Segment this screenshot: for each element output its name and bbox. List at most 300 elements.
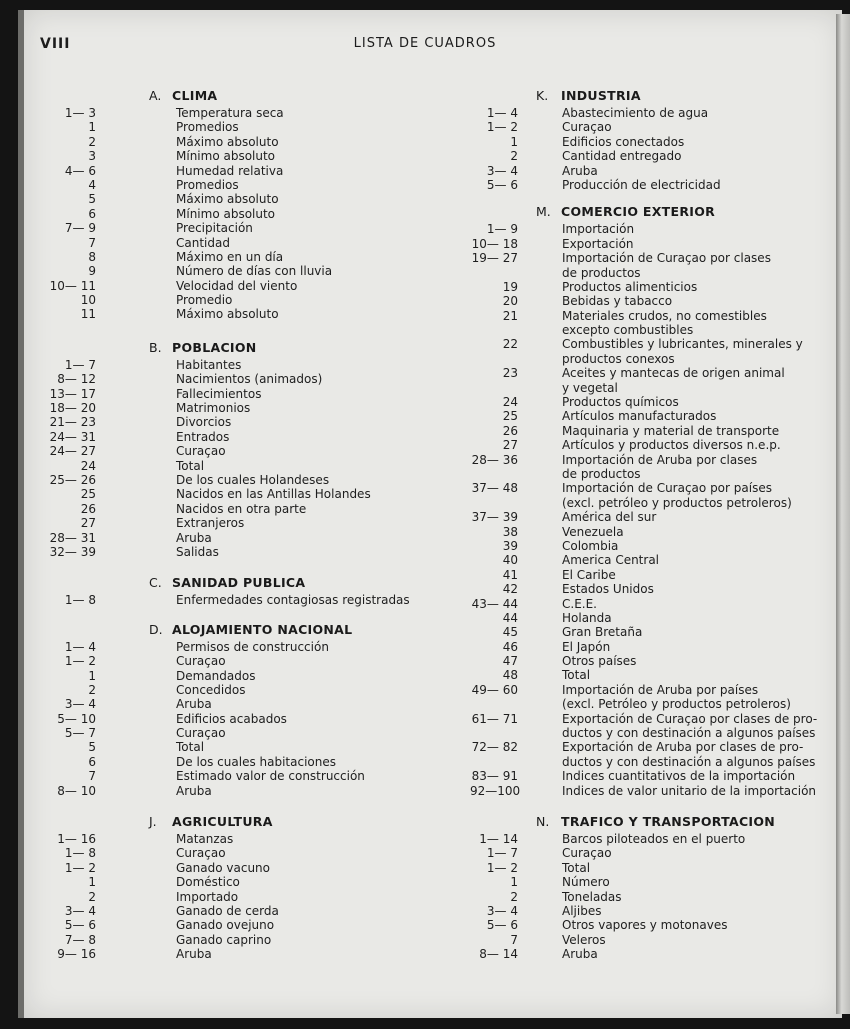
page-edge xyxy=(836,14,850,1014)
section-title: INDUSTRIA xyxy=(561,88,641,103)
section-letter: B. xyxy=(149,339,162,355)
table-label: Importación de Aruba por países xyxy=(562,682,759,697)
table-range: 24— 31 xyxy=(49,429,96,444)
section-gap xyxy=(40,608,400,620)
table-range: 1— 2 xyxy=(486,120,518,135)
table-label: Importación de Aruba por clases xyxy=(562,452,758,467)
table-label: Combustibles y lubricantes, minerales y xyxy=(562,337,803,352)
table-range: 8— 14 xyxy=(479,947,518,962)
table-label: Curaçao xyxy=(562,846,612,861)
table-entry xyxy=(40,192,400,206)
section-gap xyxy=(470,798,820,812)
section-clima xyxy=(40,86,400,322)
table-entry xyxy=(40,933,400,947)
section-title: ALOJAMIENTO NACIONAL xyxy=(172,621,353,637)
table-label: Edificios conectados xyxy=(562,134,685,149)
table-label: Humedad relativa xyxy=(176,163,284,178)
table-entry xyxy=(470,755,820,769)
table-range: 8— 12 xyxy=(57,372,96,387)
table-label: Doméstico xyxy=(176,875,240,890)
table-range: 1 xyxy=(88,668,96,683)
table-entry xyxy=(40,293,400,307)
table-range: 1— 9 xyxy=(486,222,518,237)
table-entry xyxy=(470,510,820,524)
table-label: Veleros xyxy=(562,932,606,947)
table-entry xyxy=(470,875,820,889)
table-entry xyxy=(470,106,820,120)
table-label: Máximo absoluto xyxy=(176,192,279,207)
table-entry xyxy=(470,409,820,423)
table-range: 2 xyxy=(88,134,96,149)
table-label: C.E.E. xyxy=(562,596,597,611)
table-range: 4— 6 xyxy=(64,163,96,178)
table-label: Abastecimiento de agua xyxy=(562,106,709,120)
table-range: 47 xyxy=(502,654,518,669)
page-header xyxy=(0,36,850,56)
table-range: 28— 36 xyxy=(471,452,518,467)
table-label: Demandados xyxy=(176,668,256,683)
table-entry xyxy=(470,890,820,904)
table-label: Nacidos en otra parte xyxy=(176,501,307,516)
table-range: 1 xyxy=(510,134,518,149)
table-label: Número de días con lluvia xyxy=(176,264,333,279)
table-entry xyxy=(470,683,820,697)
table-label: ductos y con destinación a algunos países xyxy=(562,754,816,769)
table-range: 21— 23 xyxy=(49,415,96,430)
table-range: 22 xyxy=(502,337,518,352)
table-entry xyxy=(470,582,820,596)
table-range: 10 xyxy=(80,293,96,308)
table-range: 32— 39 xyxy=(49,544,96,559)
table-entry xyxy=(40,106,400,120)
section-agricultura xyxy=(40,812,400,962)
table-range: 42 xyxy=(502,582,518,597)
table-label: Cantidad xyxy=(176,235,230,250)
table-label: Salidas xyxy=(176,544,219,559)
table-entry xyxy=(470,947,820,961)
table-entry xyxy=(40,358,400,372)
table-entry xyxy=(40,264,400,278)
table-range: 83— 91 xyxy=(471,769,518,784)
table-entry xyxy=(40,918,400,932)
right-column xyxy=(470,86,820,961)
table-label: (excl. petróleo y productos petroleros) xyxy=(562,495,792,510)
table-entry xyxy=(40,387,400,401)
section-letter: C. xyxy=(149,575,162,591)
table-entry xyxy=(40,120,400,134)
page-title: LISTA DE CUADROS xyxy=(353,36,497,51)
table-range: 27 xyxy=(80,516,96,531)
section-heading xyxy=(40,812,400,832)
table-range: 25— 26 xyxy=(49,472,96,487)
table-range: 3 xyxy=(88,149,96,164)
table-entry xyxy=(40,164,400,178)
table-range: 5 xyxy=(88,192,96,207)
table-range: 1 xyxy=(510,875,518,890)
table-label: Venezuela xyxy=(562,524,624,539)
table-range: 2 xyxy=(510,889,518,904)
table-entry xyxy=(470,120,820,134)
table-range: 10— 11 xyxy=(49,278,96,293)
table-entry xyxy=(40,221,400,235)
table-range: 48 xyxy=(502,668,518,683)
section-heading xyxy=(40,86,400,106)
table-label: Curaçao xyxy=(176,726,226,741)
table-entry xyxy=(470,251,820,265)
table-entry xyxy=(40,875,400,889)
table-range: 24 xyxy=(80,458,96,473)
table-range: 7— 8 xyxy=(64,932,96,947)
table-label: Producción de electricidad xyxy=(562,177,721,192)
table-entry xyxy=(40,149,400,163)
table-entry xyxy=(40,207,400,221)
table-range: 25 xyxy=(80,487,96,502)
table-range: 19— 27 xyxy=(471,251,518,266)
table-range: 40 xyxy=(502,553,518,568)
section-letter: M. xyxy=(536,204,551,220)
table-entry xyxy=(40,236,400,250)
table-range: 1— 7 xyxy=(64,357,96,372)
table-range: 5 xyxy=(88,740,96,755)
table-label: Otros países xyxy=(562,654,637,669)
section-letter: J. xyxy=(149,814,157,830)
section-heading xyxy=(470,812,820,832)
table-label: Divorcios xyxy=(176,415,232,430)
table-entry xyxy=(470,654,820,668)
section-letter: K. xyxy=(536,88,549,103)
section-gap xyxy=(40,322,400,338)
table-label: Ganado de cerda xyxy=(176,903,279,918)
table-label: Indices cuantitativos de la importación xyxy=(562,769,796,784)
table-range: 41 xyxy=(502,567,518,582)
table-label: América del sur xyxy=(562,510,657,525)
table-range: 7 xyxy=(88,235,96,250)
table-range: 18— 20 xyxy=(49,401,96,416)
table-label: ductos y con destinación a algunos países xyxy=(562,726,816,741)
table-range: 1— 2 xyxy=(486,860,518,875)
table-entry xyxy=(470,323,820,337)
table-entry xyxy=(470,553,820,567)
table-range: 28— 31 xyxy=(49,530,96,545)
table-entry xyxy=(470,453,820,467)
table-label: Extranjeros xyxy=(176,516,245,531)
table-range: 5— 6 xyxy=(64,918,96,933)
table-range: 7 xyxy=(88,769,96,784)
table-range: 45 xyxy=(502,625,518,640)
section-gap xyxy=(40,559,400,573)
table-label: Permisos de construcción xyxy=(176,639,329,654)
table-label: (excl. Petróleo y productos petroleros) xyxy=(562,697,791,712)
table-label: Gran Bretaña xyxy=(562,625,643,640)
table-label: Estimado valor de construcción xyxy=(176,769,365,784)
table-label: Materiales crudos, no comestibles xyxy=(562,308,767,323)
table-entry xyxy=(40,430,400,444)
table-entry xyxy=(470,294,820,308)
table-entry xyxy=(40,769,400,783)
table-label: Artículos manufacturados xyxy=(562,409,717,424)
table-range: 10— 18 xyxy=(471,236,518,251)
table-entry xyxy=(470,309,820,323)
table-entry xyxy=(470,740,820,754)
table-entry xyxy=(470,280,820,294)
table-label: Productos alimenticios xyxy=(562,279,698,294)
table-entry xyxy=(40,401,400,415)
table-entry xyxy=(40,307,400,321)
table-label: Precipitación xyxy=(176,221,253,236)
section-sanidad-publica xyxy=(40,573,410,608)
section-heading xyxy=(40,573,400,593)
table-label: Indices de valor unitario de la importación xyxy=(562,783,817,798)
table-label: Cantidad entregado xyxy=(562,149,682,164)
table-label: El Caribe xyxy=(562,567,616,582)
table-range: 13— 17 xyxy=(49,386,96,401)
table-range: 26 xyxy=(502,423,518,438)
section-heading xyxy=(470,86,820,106)
section-heading xyxy=(40,620,400,640)
table-range: 20 xyxy=(502,294,518,309)
table-label: Importación de Curaçao por clases xyxy=(562,251,771,266)
table-range: 8 xyxy=(88,249,96,264)
table-label: Total xyxy=(562,668,591,683)
table-label: de productos xyxy=(562,466,641,481)
table-label: Aruba xyxy=(562,947,598,962)
section-trafico-y-transportacion xyxy=(470,812,820,962)
section-letter: N. xyxy=(536,813,550,829)
table-label: El Japón xyxy=(562,639,611,654)
table-label: Máximo absoluto xyxy=(176,134,279,149)
table-label: Estados Unidos xyxy=(562,582,654,597)
table-entry xyxy=(470,352,820,366)
table-entry xyxy=(470,525,820,539)
table-entry xyxy=(40,545,400,559)
table-label: de productos xyxy=(562,265,641,280)
table-label: Importado xyxy=(176,889,239,904)
table-label: Total xyxy=(176,458,205,473)
table-label: Entrados xyxy=(176,429,230,444)
table-entry xyxy=(470,726,820,740)
table-entry xyxy=(470,668,820,682)
table-label: Velocidad del viento xyxy=(176,278,298,293)
table-label: Máximo absoluto xyxy=(176,307,279,322)
table-range: 6 xyxy=(88,754,96,769)
table-label: Nacimientos (animados) xyxy=(176,372,323,387)
table-label: Curaçao xyxy=(176,654,226,669)
table-entry xyxy=(470,222,820,236)
table-range: 1— 4 xyxy=(64,639,96,654)
section-title: COMERCIO EXTERIOR xyxy=(561,204,716,220)
table-label: Colombia xyxy=(562,538,619,553)
table-range: 1— 3 xyxy=(64,106,96,120)
table-range: 4 xyxy=(88,177,96,192)
table-label: Exportación de Aruba por clases de pro- xyxy=(562,740,804,755)
table-entry xyxy=(40,502,400,516)
table-entry xyxy=(40,593,410,608)
table-range: 7— 9 xyxy=(64,221,96,236)
table-label: Promedios xyxy=(176,177,239,192)
table-entry xyxy=(470,135,820,149)
table-range: 3— 4 xyxy=(64,697,96,712)
table-label: America Central xyxy=(562,553,660,568)
table-label: Ganado caprino xyxy=(176,932,272,947)
table-label: Exportación de Curaçao por clases de pro- xyxy=(562,711,818,726)
section-comercio-exterior xyxy=(470,202,820,798)
table-range: 72— 82 xyxy=(471,740,518,755)
table-entry xyxy=(470,149,820,163)
table-entry xyxy=(470,164,820,178)
table-label: Matanzas xyxy=(176,832,234,847)
table-label: Mínimo absoluto xyxy=(176,149,276,164)
table-label: Ganado ovejuno xyxy=(176,918,275,933)
table-entry xyxy=(40,683,400,697)
table-label: De los cuales habitaciones xyxy=(176,754,337,769)
table-entry xyxy=(470,918,820,932)
table-label: Temperatura seca xyxy=(176,106,284,120)
table-entry xyxy=(470,178,820,192)
table-label: Máximo en un día xyxy=(176,249,284,264)
table-label: Aruba xyxy=(562,163,598,178)
table-label: Importación xyxy=(562,222,635,237)
table-label: y vegetal xyxy=(562,380,618,395)
table-range: 1— 16 xyxy=(57,832,96,847)
table-range: 49— 60 xyxy=(471,682,518,697)
table-range: 3— 4 xyxy=(486,903,518,918)
table-entry xyxy=(40,444,400,458)
table-range: 3— 4 xyxy=(486,163,518,178)
table-label: De los cuales Holandeses xyxy=(176,472,330,487)
left-column xyxy=(40,86,410,962)
section-heading xyxy=(470,202,820,222)
table-range: 2 xyxy=(88,682,96,697)
table-range: 26 xyxy=(80,501,96,516)
table-entry xyxy=(40,279,400,293)
table-entry xyxy=(40,712,400,726)
table-entry xyxy=(40,473,400,487)
table-range: 37— 39 xyxy=(471,510,518,525)
section-title: POBLACION xyxy=(172,339,257,355)
table-entry xyxy=(40,487,400,501)
table-label: Mínimo absoluto xyxy=(176,206,276,221)
table-entry xyxy=(470,611,820,625)
table-label: Matrimonios xyxy=(176,401,251,416)
table-range: 5— 10 xyxy=(57,711,96,726)
table-range: 1— 2 xyxy=(64,654,96,669)
table-range: 27 xyxy=(502,438,518,453)
section-title: SANIDAD PUBLICA xyxy=(172,575,306,591)
table-range: 5— 7 xyxy=(64,726,96,741)
table-label: Aruba xyxy=(176,947,212,962)
table-entry xyxy=(470,266,820,280)
table-entry xyxy=(470,467,820,481)
table-entry xyxy=(40,861,400,875)
table-entry xyxy=(40,755,400,769)
table-entry xyxy=(40,640,400,654)
section-title: AGRICULTURA xyxy=(172,814,273,830)
table-label: Maquinaria y material de transporte xyxy=(562,423,780,438)
table-label: Aceites y mantecas de origen animal xyxy=(562,366,785,381)
table-entry xyxy=(40,178,400,192)
table-range: 38 xyxy=(502,524,518,539)
table-label: Curaçao xyxy=(176,444,226,459)
table-entry xyxy=(40,654,400,668)
table-entry xyxy=(470,237,820,251)
table-range: 1— 2 xyxy=(64,860,96,875)
table-range: 37— 48 xyxy=(471,481,518,496)
table-range: 44 xyxy=(502,610,518,625)
table-entry xyxy=(470,769,820,783)
table-entry xyxy=(470,568,820,582)
table-label: Holanda xyxy=(562,610,612,625)
table-label: excepto combustibles xyxy=(562,323,694,338)
table-range: 39 xyxy=(502,538,518,553)
table-entry xyxy=(470,846,820,860)
table-range: 1 xyxy=(88,875,96,890)
section-title: TRAFICO Y TRANSPORTACION xyxy=(561,813,776,829)
table-label: Aruba xyxy=(176,697,212,712)
table-label: Aljibes xyxy=(562,903,602,918)
table-entry xyxy=(470,438,820,452)
table-range: 11 xyxy=(80,307,96,322)
table-label: Fallecimientos xyxy=(176,386,262,401)
table-range: 23 xyxy=(502,366,518,381)
table-label: Promedios xyxy=(176,120,239,135)
table-entry xyxy=(470,697,820,711)
table-range: 46 xyxy=(502,639,518,654)
table-label: Enfermedades contagiosas registradas xyxy=(176,593,410,608)
table-range: 21 xyxy=(502,308,518,323)
section-heading xyxy=(40,338,400,358)
table-entry xyxy=(470,784,820,798)
table-range: 24— 27 xyxy=(49,444,96,459)
table-entry xyxy=(40,250,400,264)
table-entry xyxy=(40,832,400,846)
table-entry xyxy=(40,516,400,530)
table-entry xyxy=(470,381,820,395)
table-label: Curaçao xyxy=(562,120,612,135)
table-range: 8— 10 xyxy=(57,783,96,798)
table-range: 3— 4 xyxy=(64,903,96,918)
table-entry xyxy=(40,947,400,961)
table-entry xyxy=(470,933,820,947)
table-range: 1— 7 xyxy=(486,846,518,861)
table-label: Nacidos en las Antillas Holandes xyxy=(176,487,371,502)
table-range: 5— 6 xyxy=(486,918,518,933)
table-range: 9— 16 xyxy=(57,947,96,962)
table-label: Edificios acabados xyxy=(176,711,287,726)
section-letter: D. xyxy=(149,621,163,637)
table-entry xyxy=(470,496,820,510)
table-entry xyxy=(40,697,400,711)
table-label: Total xyxy=(562,860,591,875)
table-range: 1— 14 xyxy=(479,831,518,846)
table-label: Ganado vacuno xyxy=(176,860,270,875)
table-label: Artículos y productos diversos n.e.p. xyxy=(562,438,781,453)
section-poblacion xyxy=(40,338,400,559)
table-range: 25 xyxy=(502,409,518,424)
table-entry xyxy=(470,832,820,846)
table-entry xyxy=(470,861,820,875)
table-label: Número xyxy=(562,875,610,890)
table-entry xyxy=(40,784,400,798)
table-entry xyxy=(40,531,400,545)
table-label: productos conexos xyxy=(562,351,675,366)
table-entry xyxy=(470,395,820,409)
section-industria xyxy=(470,86,820,192)
table-entry xyxy=(40,459,400,473)
table-label: Curaçao xyxy=(176,846,226,861)
table-range: 6 xyxy=(88,206,96,221)
table-label: Barcos piloteados en el puerto xyxy=(562,831,746,846)
table-entry xyxy=(40,372,400,386)
